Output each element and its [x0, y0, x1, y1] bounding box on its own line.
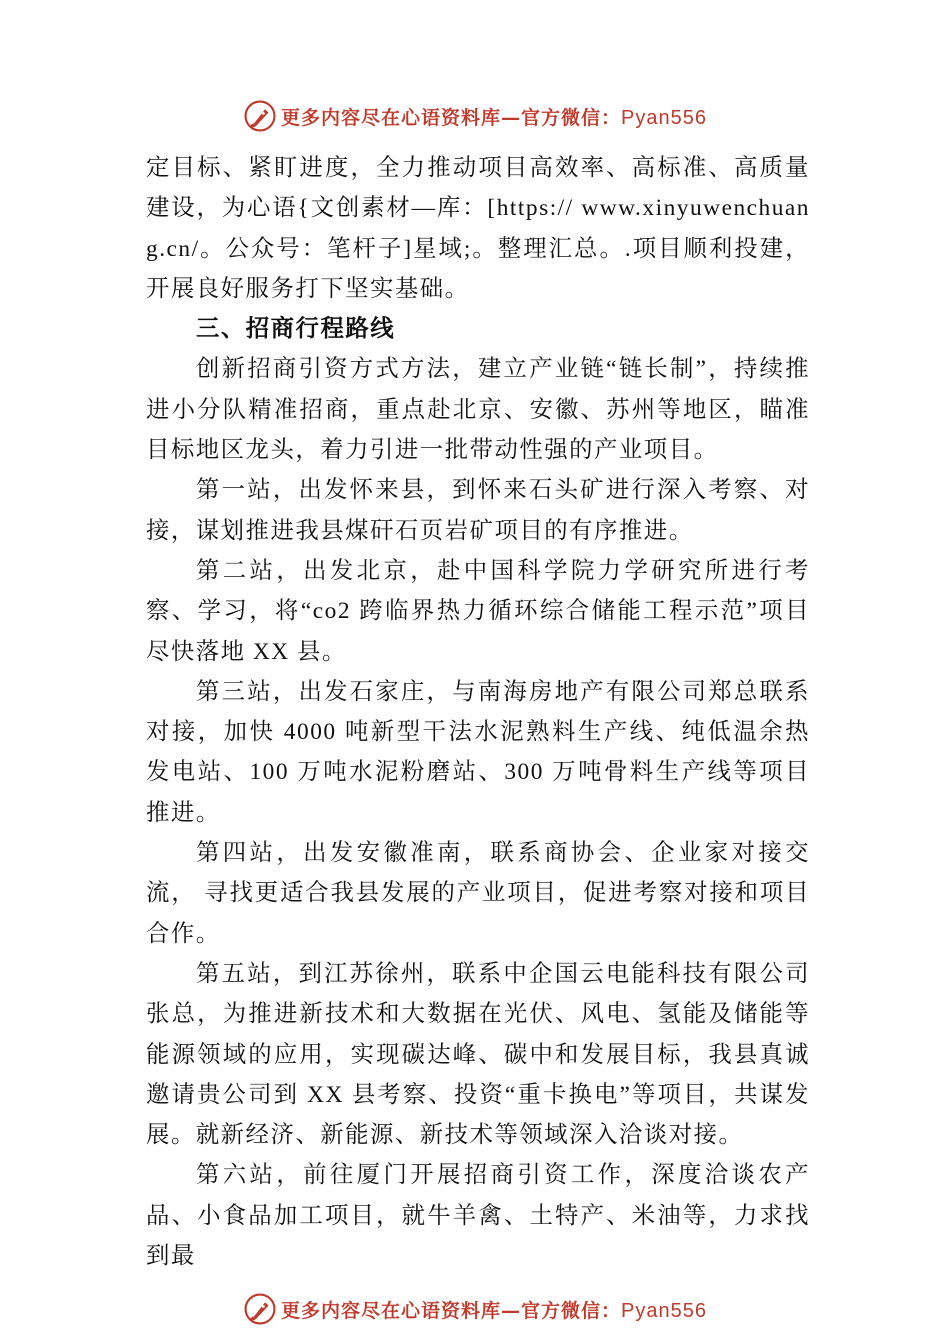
- paragraph-stop-4: 第四站，出发安徽准南，联系商协会、企业家对接交流， 寻找更适合我县发展的产业项目，促进考察对接和项目合作。: [146, 840, 810, 947]
- watermark-text: 更多内容尽在心语资料库—官方微信：Pyan556: [281, 106, 707, 129]
- paragraph-stop-3: 第三站，出发石家庄，与南海房地产有限公司郑总联系对接，加快 4000 吨新型干法水泥熟料生产线、纯低温余热发电站、100 万吨水泥粉磨站、300 万吨骨料生产线等项目推进。: [146, 678, 810, 826]
- pen-nib-logo-icon: [243, 99, 277, 133]
- document-body: [146, 148, 810, 1276]
- paragraph-stop-5: 第五站，到江苏徐州，联系中企国云电能科技有限公司张总，为推进新技术和大数据在光伏、风电、氢能及储能等能源领域的应用，实现碳达峰、碳中和发展目标，我县真诚邀请贵公司到 XX 县考察、投资“重卡换电”等项目，共谋发展。就新经济、新能源、新技术等领域深入洽谈对接。: [146, 960, 810, 1149]
- watermark-text: 更多内容尽在心语资料库—官方微信：Pyan556: [281, 1299, 707, 1322]
- footer-watermark: [0, 1287, 950, 1331]
- section-heading: 三、招商行程路线: [196, 316, 396, 343]
- pen-nib-logo-icon: [243, 1292, 277, 1326]
- paragraph-stop-1: 第一站，出发怀来县，到怀来石头矿进行深入考察、对接，谋划推进我县煤矸石页岩矿项目的有序推进。: [146, 477, 810, 544]
- paragraph-intro: 创新招商引资方式方法，建立产业链“链长制”，持续推进小分队精准招商，重点赴北京、安徽、苏州等地区，瞄准目标地区龙头，着力引进一批带动性强的产业项目。: [146, 356, 810, 464]
- header-watermark: [0, 94, 950, 138]
- paragraph-stop-6: 第六站，前往厦门开展招商引资工作，深度洽谈农产品、小食品加工项目，就牛羊禽、土特产、米油等，力求找到最: [146, 1162, 810, 1270]
- paragraph-stop-2: 第二站，出发北京，赴中国科学院力学研究所进行考察、学习，将“co2 跨临界热力循环综合储能工程示范”项目尽快落地 XX 县。: [146, 557, 810, 665]
- paragraph-continuation: 定目标、紧盯进度，全力推动项目高效率、高标准、高质量建设，为心语{文创素材—库：[https:// www.xinyuwenchuang.cn/。公众号：笔杆子]星域;。整理汇总。.项目顺利投建，开展良好服务打下坚实基础。: [146, 155, 810, 302]
